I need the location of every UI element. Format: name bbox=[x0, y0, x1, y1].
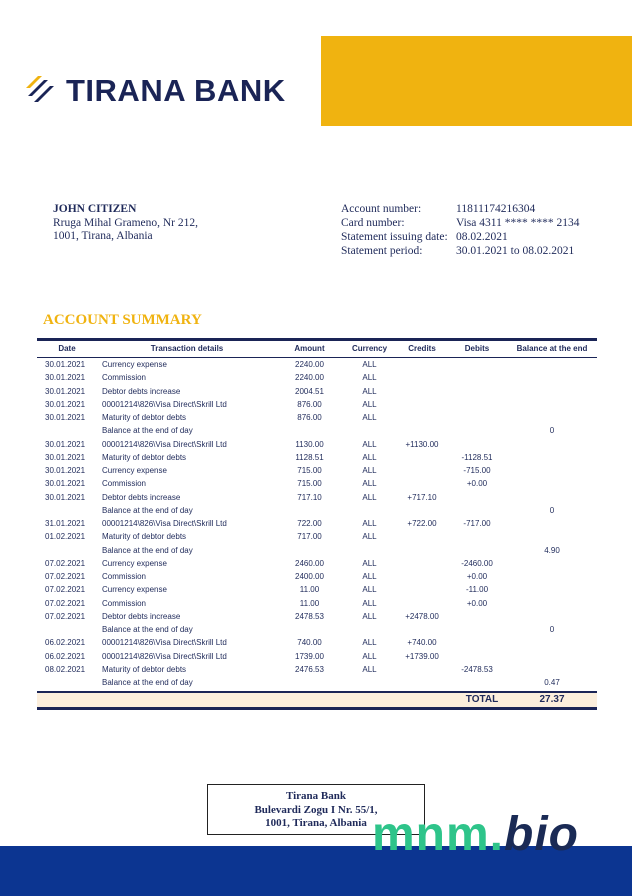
customer-address-line1: Rruga Mihal Grameno, Nr 212, bbox=[53, 216, 198, 229]
table-row bbox=[37, 676, 597, 689]
cell-debits bbox=[447, 530, 507, 543]
header-balance: Balance at the end bbox=[516, 344, 588, 353]
table-row bbox=[37, 451, 597, 464]
bank-address-line2: Bulevardi Zogu I Nr. 55/1, bbox=[254, 803, 378, 816]
table-row bbox=[37, 570, 597, 583]
cell-credits bbox=[397, 597, 447, 610]
table-row bbox=[37, 464, 597, 477]
cell-debits bbox=[447, 424, 507, 437]
cell-date bbox=[37, 623, 97, 636]
cell-amount: 717.00 bbox=[297, 532, 322, 542]
cell-balance bbox=[507, 398, 597, 411]
cell-debits bbox=[447, 398, 507, 411]
account-row bbox=[341, 230, 579, 244]
watermark-part2: bio bbox=[504, 808, 579, 861]
cell-date: 30.01.2021 bbox=[45, 386, 86, 396]
cell-amount bbox=[277, 623, 342, 636]
cell-balance bbox=[507, 636, 597, 649]
cell-balance bbox=[507, 663, 597, 676]
account-value: 11811174216304 bbox=[456, 203, 536, 215]
cell-credits: +717.10 bbox=[407, 492, 437, 502]
account-row bbox=[341, 244, 579, 258]
cell-date bbox=[37, 676, 97, 689]
cell-currency: ALL bbox=[362, 558, 377, 568]
cell-debits bbox=[447, 385, 507, 398]
table-row bbox=[37, 385, 597, 398]
bank-address-line3: 1001, Tirana, Albania bbox=[265, 817, 367, 829]
cell-debits: +0.00 bbox=[466, 479, 488, 489]
table-row bbox=[37, 597, 597, 610]
cell-currency: ALL bbox=[362, 492, 377, 502]
cell-details: Maturity of debtor debts bbox=[102, 452, 187, 462]
cell-credits bbox=[397, 371, 447, 384]
cell-currency: ALL bbox=[362, 651, 377, 661]
cell-amount: 2240.00 bbox=[295, 373, 324, 383]
cell-currency: ALL bbox=[362, 439, 377, 449]
cell-credits bbox=[397, 530, 447, 543]
cell-credits: +1739.00 bbox=[405, 651, 439, 661]
transactions-table bbox=[37, 338, 597, 710]
table-row bbox=[37, 623, 597, 636]
cell-amount: 715.00 bbox=[297, 479, 322, 489]
cell-amount: 11.00 bbox=[299, 585, 320, 595]
cell-details: Commission bbox=[102, 598, 147, 608]
cell-amount: 876.00 bbox=[297, 413, 322, 422]
cell-debits: -1128.51 bbox=[461, 452, 493, 462]
cell-balance: 4.90 bbox=[544, 545, 560, 555]
cell-debits bbox=[447, 610, 507, 623]
cell-details: 00001214\826\Visa Direct\Skrill Ltd bbox=[102, 399, 227, 409]
cell-currency: ALL bbox=[362, 466, 377, 475]
cell-currency: ALL bbox=[362, 373, 377, 383]
table-row bbox=[37, 398, 597, 411]
cell-amount: 1128.51 bbox=[295, 452, 324, 462]
cell-currency: ALL bbox=[362, 519, 377, 528]
cell-debits: -715.00 bbox=[463, 466, 491, 475]
cell-date bbox=[37, 424, 97, 437]
account-label: Account number: bbox=[341, 203, 422, 215]
table-row bbox=[37, 411, 597, 424]
bank-logo bbox=[24, 74, 286, 108]
cell-date bbox=[37, 544, 97, 557]
account-value: 08.02.2021 bbox=[456, 231, 508, 243]
cell-debits bbox=[447, 544, 507, 557]
cell-amount bbox=[277, 676, 342, 689]
cell-debits: +0.00 bbox=[466, 598, 488, 608]
cell-currency bbox=[342, 424, 397, 437]
cell-currency: ALL bbox=[362, 611, 377, 621]
cell-balance bbox=[507, 491, 597, 504]
cell-currency: ALL bbox=[362, 638, 377, 648]
table-row bbox=[37, 636, 597, 649]
table-row bbox=[37, 424, 597, 437]
cell-balance bbox=[507, 464, 597, 477]
header-credits: Credits bbox=[408, 344, 436, 353]
cell-balance bbox=[507, 570, 597, 583]
cell-debits bbox=[447, 491, 507, 504]
table-body bbox=[37, 358, 597, 689]
cell-credits bbox=[397, 411, 447, 424]
cell-amount: 1130.00 bbox=[295, 439, 324, 449]
cell-details: Maturity of debtor debts bbox=[102, 532, 187, 542]
cell-balance: 0 bbox=[549, 505, 555, 515]
cell-credits: +740.00 bbox=[407, 638, 437, 648]
table-row bbox=[37, 504, 597, 517]
cell-date: 30.01.2021 bbox=[45, 413, 86, 422]
cell-currency bbox=[342, 676, 397, 689]
cell-balance bbox=[507, 530, 597, 543]
table-total-row bbox=[37, 691, 597, 710]
cell-date: 07.02.2021 bbox=[45, 558, 86, 568]
cell-debits: +0.00 bbox=[466, 572, 488, 581]
cell-date: 31.01.2021 bbox=[45, 519, 86, 528]
cell-details: Debtor debts increase bbox=[102, 492, 181, 502]
cell-currency: ALL bbox=[362, 386, 377, 396]
cell-credits bbox=[397, 504, 447, 517]
cell-credits bbox=[397, 663, 447, 676]
cell-credits bbox=[397, 623, 447, 636]
cell-details: Commission bbox=[102, 572, 147, 581]
cell-amount: 2476.53 bbox=[295, 664, 324, 674]
cell-credits bbox=[397, 385, 447, 398]
cell-credits: +722.00 bbox=[407, 519, 437, 528]
cell-credits bbox=[397, 570, 447, 583]
watermark bbox=[372, 806, 579, 864]
cell-amount bbox=[277, 504, 342, 517]
cell-amount: 1739.00 bbox=[295, 651, 324, 661]
total-label: TOTAL bbox=[465, 694, 499, 706]
cell-credits bbox=[397, 544, 447, 557]
cell-details: Commission bbox=[102, 479, 147, 489]
account-label: Statement issuing date: bbox=[341, 231, 448, 243]
cell-balance bbox=[507, 477, 597, 490]
cell-debits bbox=[447, 650, 507, 663]
cell-amount: 722.00 bbox=[297, 519, 322, 528]
cell-date: 30.01.2021 bbox=[45, 466, 86, 475]
customer-address-line2: 1001, Tirana, Albania bbox=[53, 230, 153, 242]
cell-credits bbox=[397, 398, 447, 411]
cell-balance: 0 bbox=[549, 625, 555, 634]
cell-amount: 2400.00 bbox=[295, 572, 324, 581]
cell-currency bbox=[342, 623, 397, 636]
cell-details: Currency expense bbox=[102, 360, 167, 369]
header-date: Date bbox=[58, 344, 76, 353]
account-row bbox=[341, 202, 579, 216]
cell-date: 30.01.2021 bbox=[45, 360, 86, 369]
cell-date: 07.02.2021 bbox=[45, 598, 86, 608]
cell-date: 07.02.2021 bbox=[45, 611, 86, 621]
cell-details: Currency expense bbox=[102, 585, 167, 595]
cell-debits: -11.00 bbox=[465, 585, 489, 595]
account-summary-title: ACCOUNT SUMMARY bbox=[43, 312, 202, 328]
cell-details: 00001214\826\Visa Direct\Skrill Ltd bbox=[102, 519, 227, 528]
cell-date: 07.02.2021 bbox=[45, 572, 86, 581]
account-value: 30.01.2021 to 08.02.2021 bbox=[456, 245, 575, 257]
cell-currency bbox=[342, 504, 397, 517]
cell-amount: 717.10 bbox=[297, 492, 322, 502]
cell-credits: +1130.00 bbox=[405, 439, 439, 449]
cell-details: Balance at the end of day bbox=[102, 426, 193, 436]
header-currency: Currency bbox=[351, 344, 388, 353]
table-row bbox=[37, 530, 597, 543]
cell-details: 00001214\826\Visa Direct\Skrill Ltd bbox=[102, 439, 227, 449]
account-value: Visa 4311 **** **** 2134 bbox=[456, 217, 580, 229]
cell-amount: 2460.00 bbox=[295, 558, 324, 568]
table-row bbox=[37, 650, 597, 663]
cell-amount: 740.00 bbox=[297, 638, 322, 648]
cell-details: 00001214\826\Visa Direct\Skrill Ltd bbox=[102, 638, 227, 648]
cell-debits bbox=[447, 504, 507, 517]
cell-currency: ALL bbox=[362, 585, 377, 595]
cell-amount bbox=[277, 424, 342, 437]
cell-date: 30.01.2021 bbox=[45, 399, 86, 409]
cell-date: 08.02.2021 bbox=[45, 664, 86, 674]
cell-debits bbox=[447, 636, 507, 649]
cell-amount bbox=[277, 544, 342, 557]
cell-balance bbox=[507, 385, 597, 398]
cell-details: Debtor debts increase bbox=[102, 611, 181, 621]
cell-balance bbox=[507, 451, 597, 464]
cell-details: Currency expense bbox=[102, 558, 167, 568]
cell-balance bbox=[507, 371, 597, 384]
cell-details: Balance at the end of day bbox=[102, 678, 193, 687]
cell-debits bbox=[447, 358, 507, 371]
cell-balance: 0 bbox=[549, 426, 555, 436]
cell-currency bbox=[342, 544, 397, 557]
cell-amount: 11.00 bbox=[299, 598, 320, 608]
cell-details: Balance at the end of day bbox=[102, 625, 193, 634]
account-details bbox=[341, 202, 579, 258]
cell-debits: -2460.00 bbox=[461, 558, 493, 568]
cell-currency: ALL bbox=[362, 532, 377, 542]
cell-debits bbox=[447, 676, 507, 689]
table-row bbox=[37, 477, 597, 490]
cell-details: Maturity of debtor debts bbox=[102, 413, 187, 422]
cell-credits bbox=[397, 676, 447, 689]
account-row bbox=[341, 216, 579, 230]
header-amount: Amount bbox=[294, 344, 325, 353]
cell-date: 01.02.2021 bbox=[45, 532, 86, 542]
table-row bbox=[37, 358, 597, 371]
cell-balance bbox=[507, 610, 597, 623]
table-row bbox=[37, 517, 597, 530]
customer-name: JOHN CITIZEN bbox=[53, 203, 137, 215]
cell-currency: ALL bbox=[362, 664, 377, 674]
cell-balance bbox=[507, 583, 597, 596]
account-label: Statement period: bbox=[341, 245, 423, 257]
cell-currency: ALL bbox=[362, 572, 377, 581]
cell-details: Balance at the end of day bbox=[102, 545, 193, 555]
cell-credits bbox=[397, 424, 447, 437]
cell-date: 06.02.2021 bbox=[45, 638, 86, 648]
table-row bbox=[37, 583, 597, 596]
cell-currency: ALL bbox=[362, 413, 377, 422]
cell-amount: 2478.53 bbox=[295, 611, 324, 621]
table-row bbox=[37, 438, 597, 451]
cell-credits bbox=[397, 451, 447, 464]
cell-credits bbox=[397, 477, 447, 490]
cell-date: 30.01.2021 bbox=[45, 452, 86, 462]
cell-amount: 876.00 bbox=[297, 399, 322, 409]
cell-currency: ALL bbox=[362, 479, 377, 489]
bank-name: TIRANA BANK bbox=[66, 73, 286, 108]
cell-details: 00001214\826\Visa Direct\Skrill Ltd bbox=[102, 651, 227, 661]
cell-details: Balance at the end of day bbox=[102, 505, 193, 515]
cell-date: 30.01.2021 bbox=[45, 439, 86, 449]
cell-credits: +2478.00 bbox=[405, 611, 439, 621]
customer-block bbox=[53, 203, 198, 244]
cell-details: Debtor debts increase bbox=[102, 386, 181, 396]
total-value: 27.37 bbox=[539, 694, 565, 706]
cell-credits bbox=[397, 464, 447, 477]
cell-date: 30.01.2021 bbox=[45, 492, 86, 502]
cell-balance bbox=[507, 597, 597, 610]
table-row bbox=[37, 371, 597, 384]
cell-debits: -2478.53 bbox=[461, 664, 493, 674]
cell-balance bbox=[507, 358, 597, 371]
table-row bbox=[37, 663, 597, 676]
cell-debits: -717.00 bbox=[463, 519, 491, 528]
cell-balance bbox=[507, 517, 597, 530]
table-row bbox=[37, 610, 597, 623]
header-debits: Debits bbox=[464, 344, 490, 353]
table-row bbox=[37, 491, 597, 504]
cell-debits bbox=[447, 411, 507, 424]
cell-credits bbox=[397, 557, 447, 570]
cell-balance: 0.47 bbox=[544, 678, 560, 687]
cell-balance bbox=[507, 650, 597, 663]
cell-currency: ALL bbox=[362, 360, 377, 369]
cell-date: 06.02.2021 bbox=[45, 651, 86, 661]
cell-date: 30.01.2021 bbox=[45, 479, 86, 489]
bank-logo-icon bbox=[24, 74, 58, 108]
cell-debits bbox=[447, 371, 507, 384]
header-yellow-block bbox=[321, 36, 632, 126]
cell-credits bbox=[397, 583, 447, 596]
cell-date: 30.01.2021 bbox=[45, 373, 86, 383]
cell-amount: 715.00 bbox=[297, 466, 322, 475]
account-label: Card number: bbox=[341, 217, 405, 229]
cell-currency: ALL bbox=[362, 399, 377, 409]
bank-address-line1: Tirana Bank bbox=[285, 790, 347, 802]
cell-debits bbox=[447, 623, 507, 636]
cell-date: 07.02.2021 bbox=[45, 585, 86, 595]
table-header bbox=[37, 341, 597, 358]
cell-details: Commission bbox=[102, 373, 147, 383]
cell-date bbox=[37, 504, 97, 517]
cell-amount: 2240.00 bbox=[295, 360, 324, 369]
header-details: Transaction details bbox=[150, 344, 224, 353]
cell-amount: 2004.51 bbox=[295, 386, 324, 396]
cell-balance bbox=[507, 411, 597, 424]
cell-details: Maturity of debtor debts bbox=[102, 664, 187, 674]
cell-debits bbox=[447, 438, 507, 451]
cell-balance bbox=[507, 438, 597, 451]
cell-currency: ALL bbox=[362, 598, 377, 608]
table-row bbox=[37, 557, 597, 570]
cell-details: Currency expense bbox=[102, 466, 167, 475]
cell-balance bbox=[507, 557, 597, 570]
table-row bbox=[37, 544, 597, 557]
cell-currency: ALL bbox=[362, 452, 377, 462]
watermark-part1: mnm. bbox=[372, 808, 505, 861]
cell-credits bbox=[397, 358, 447, 371]
